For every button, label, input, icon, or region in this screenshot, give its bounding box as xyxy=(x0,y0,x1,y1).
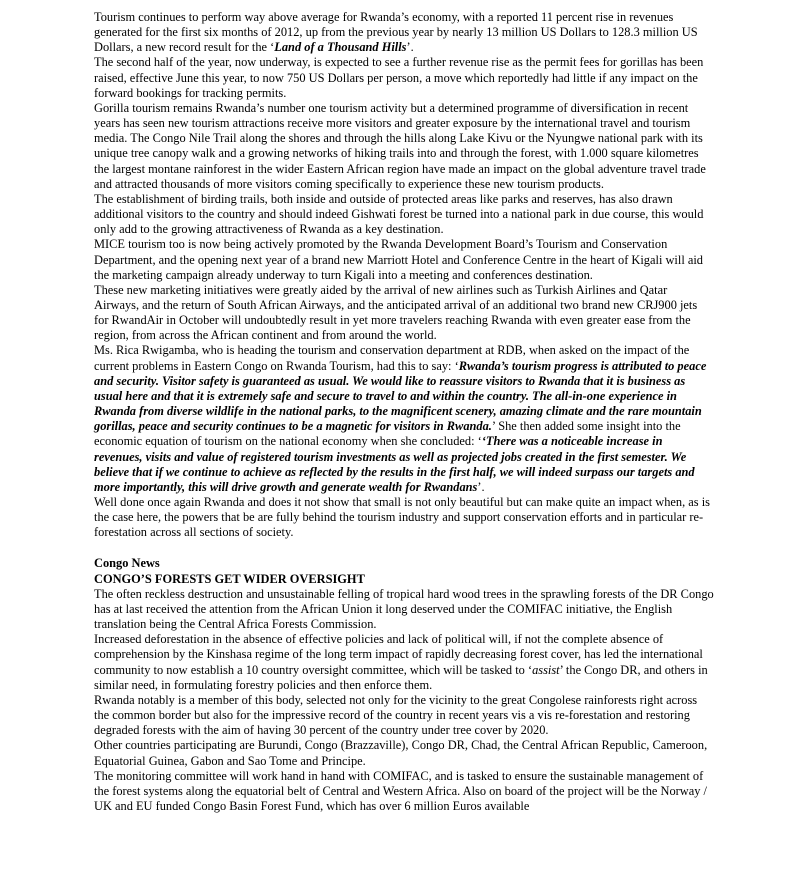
text-run: ’. xyxy=(477,479,485,494)
emphasis-text: assist xyxy=(532,662,560,677)
article1-paragraph-7 xyxy=(94,343,714,495)
text-run: Tourism continues to perform way above average for Rwanda’s economy, with a reported 11 percent rise in revenues generated for the first six months of 2012, up from the previous year by nearly 13 million US Dollars to 128.3 million US Dollars, a new record result for the ‘ xyxy=(94,10,698,55)
section-label: Congo News xyxy=(94,556,160,571)
article1-paragraph-4: The establishment of birding trails, both inside and outside of protected areas like parks and reserves, has also drawn additional visitors to the country and should indeed Gishwati forest be turned into a national park in due course, this would only add to the growing attractiveness of Rwanda as a key destination. xyxy=(94,191,704,237)
article2-paragraph-3: Rwanda notably is a member of this body, selected not only for the vicinity to the great Congolese rainforests right across the common border but also for the impressive record of the country in recent years vis a vis re-forestation and restoring degraded forests with the aim of having 30 percent of the country under tree cover by 2020. xyxy=(94,692,698,738)
article2-paragraph-5: The monitoring committee will work hand in hand with COMIFAC, and is tasked to ensure the sustainable management of the forest systems along the equatorial belt of Central and Western Africa. Also on board of the project will be the Norway / UK and EU funded Congo Basin Forest Fund, which has over 6 million Euros available xyxy=(94,768,707,813)
article1-paragraph-1 xyxy=(94,10,714,55)
article2-paragraph-4: Other countries participating are Burundi, Congo (Brazzaville), Congo DR, Chad, the Central African Republic, Cameroon, Equatorial Guinea, Gabon and Sao Tome and Principe. xyxy=(94,738,708,768)
article-headline: CONGO’S FORESTS GET WIDER OVERSIGHT xyxy=(94,571,365,586)
article1-paragraph-5: MICE tourism too is now being actively promoted by the Rwanda Development Board’s Tourism and Conservation Department, and the opening next year of a brand new Marriott Hotel and Conference Centre in the heart of Kigali will aid the marketing campaign already underway to turn Kigali into a meeting and conferences destination. xyxy=(94,237,703,282)
text-run: Increased deforestation in the absence of effective policies and lack of political will, if not the complete absence of comprehension by the Kinshasa regime of the long term impact of rapidly decreasing forest cover, has led the international community to now establish a 10 country oversight committee, which will be tasked to ‘ xyxy=(94,632,703,677)
text-run: ’. xyxy=(406,40,414,55)
article2-paragraph-1: The often reckless destruction and unsustainable felling of tropical hard wood trees in the sprawling forests of the DR Congo has at last received the attention from the African Union it long deserved under the COMIFAC initiative, the English translation being the Central Africa Forests Commission. xyxy=(94,586,714,632)
text-run: ’ She then added some insight into the economic equation of tourism on the national economy when she concluded: ‘ xyxy=(94,419,681,449)
emphasis-text: Land of a Thousand Hills xyxy=(274,40,407,55)
article1-paragraph-2: The second half of the year, now underway, is expected to see a further revenue rise as the permit fees for gorillas has been raised, effective June this year, to now 750 US Dollars per person, a move which reportedly had little if any impact on the forward bookings for tracking permits. xyxy=(94,55,704,100)
quote-text: Rwanda’s tourism progress is attributed to peace and security. Visitor safety is guaranteed as usual. We would like to reassure visitors to Rwanda that it is business as usual here and that it is extremely safe and secure to travel to and within the country. The all-in-one experience in Rwanda from diverse wildlife in the national parks, to the magnificent scenery, amazing climate and the rare mountain gorillas, peace and security continues to be a magnetic for visitors in Rwanda. xyxy=(94,358,707,434)
section-spacer xyxy=(94,540,714,556)
article2-paragraph-2 xyxy=(94,632,714,693)
document-page xyxy=(94,10,714,814)
quote-text: ‘There was a noticeable increase in revenues, visits and value of registered tourism investments as well as projected jobs created in the first semester. We believe that if we continue to achieve as reflected by the results in the first half, we will indeed surpass our targets and more importantly, this will drive growth and generate wealth for Rwandans xyxy=(94,434,695,494)
article1-paragraph-6: These new marketing initiatives were greatly aided by the arrival of new airlines such as Turkish Airlines and Qatar Airways, and the return of South African Airways, and the anticipated arrival of an additional two brand new CRJ900 jets for RwandAir in October will undoubtedly result in yet more travelers reaching Rwanda with even greater ease from the region, from across the African continent and from around the world. xyxy=(94,282,698,343)
text-run: ’ the Congo DR, and others in similar need, in formulating forestry policies and then enforce them. xyxy=(94,662,708,692)
article1-paragraph-3: Gorilla tourism remains Rwanda’s number one tourism activity but a determined programme of diversification in recent years has seen new tourism attractions receive more visitors and greater exposure by the international travel and tourism media. The Congo Nile Trail along the shores and through the hills along Lake Kivu or the Nyungwe national park with its unique tree canopy walk and a growing networks of hiking trails into and through the forest, with 1.000 square kilometres the largest montane rainforest in the wider Eastern African region have made an impact on the global adventure travel trade and attracted thousands of more visitors coming specifically to experience these new tourism products. xyxy=(94,100,706,191)
article1-paragraph-8: Well done once again Rwanda and does it not show that small is not only beautiful but can make quite an impact when, as is the case here, the powers that be are fully behind the tourism industry and support conservation efforts and in particular re-forestation across all sections of society. xyxy=(94,495,710,540)
text-run: Ms. Rica Rwigamba, who is heading the tourism and conservation department at RDB, when asked on the impact of the current problems in Eastern Congo on Rwanda Tourism, had this to say: ‘ xyxy=(94,343,690,373)
